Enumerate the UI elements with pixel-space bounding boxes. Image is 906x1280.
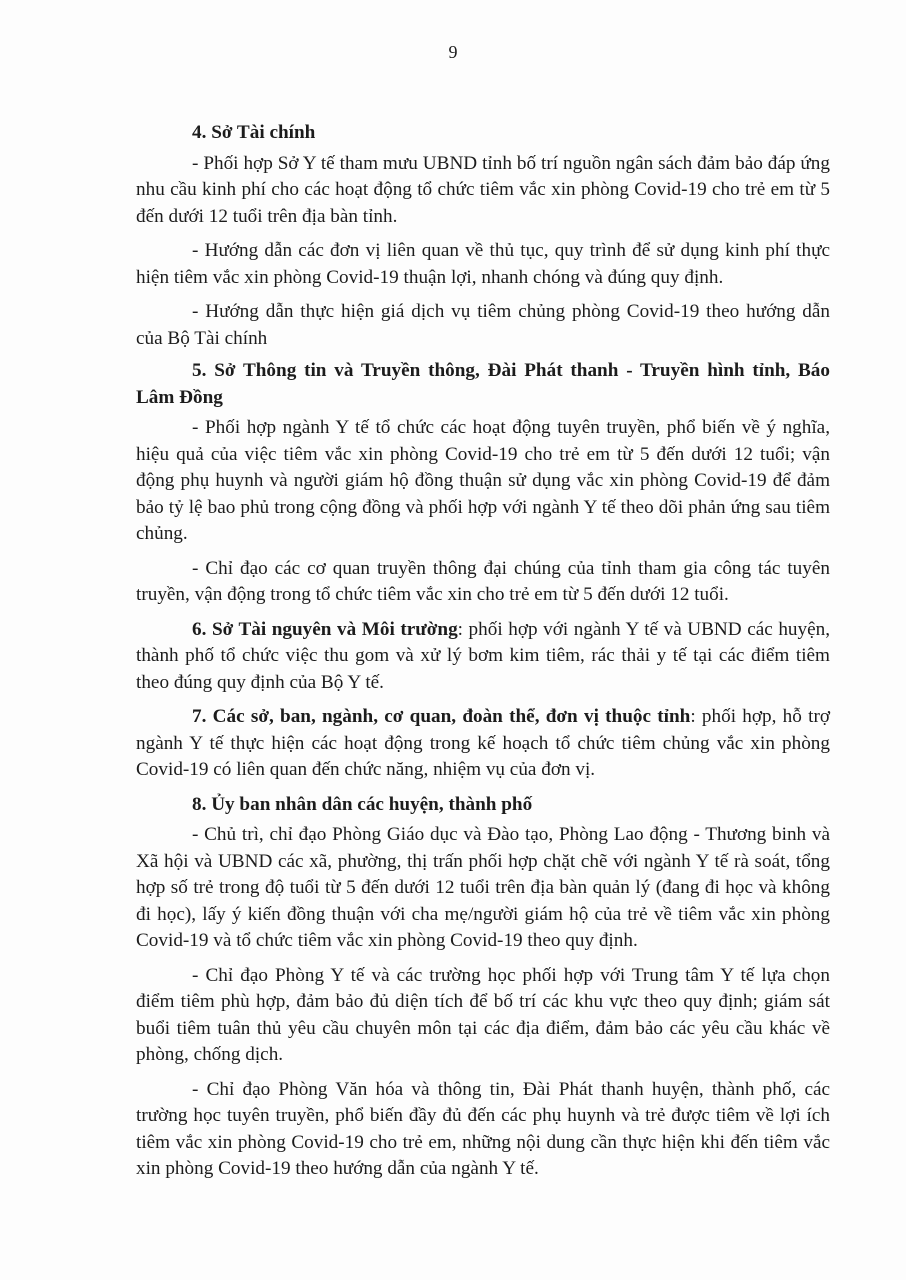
section-8-heading: 8. Ủy ban nhân dân các huyện, thành phố bbox=[192, 793, 533, 815]
section-6-paragraph bbox=[136, 617, 830, 697]
section-7-lead: 7. Các sở, ban, ngành, cơ quan, đoàn thể, đơn vị thuộc tỉnh bbox=[192, 706, 691, 727]
page-number: 9 bbox=[448, 42, 458, 62]
section-4-paragraph-1: - Phối hợp Sở Y tế tham mưu UBND tỉnh bố trí nguồn ngân sách đảm bảo đáp ứng nhu cầu kinh phí cho các hoạt động tổ chức tiêm vắc xin phòng Covid-19 cho trẻ em từ 5 đến dưới 12 tuổi trên địa bàn tỉnh. bbox=[136, 152, 830, 227]
section-5-paragraph-1: - Phối hợp ngành Y tế tổ chức các hoạt động tuyên truyền, phổ biến về ý nghĩa, hiệu quả của việc tiêm vắc xin phòng Covid-19 cho trẻ em từ 5 đến dưới 12 tuổi; vận động phụ huynh và người giám hộ đồng thuận sử dụng vắc xin phòng Covid-19 để đảm bảo tỷ lệ bao phủ trong cộng đồng và phối hợp với ngành Y tế theo dõi phản ứng sau tiêm chủng. bbox=[136, 417, 830, 544]
section-6-text: : phối hợp với ngành Y tế và UBND các huyện, thành phố tổ chức việc thu gom và xử lý bơm kim tiêm, rác thải y tế tại các điểm tiêm theo đúng quy định của Bộ Y tế. bbox=[136, 618, 831, 693]
section-4-heading: 4. Sở Tài chính bbox=[192, 122, 316, 143]
section-8-paragraph-2: - Chỉ đạo Phòng Y tế và các trường học phối hợp với Trung tâm Y tế lựa chọn điểm tiêm phù hợp, đảm bảo đủ diện tích để bố trí các khu vực theo quy định; giám sát buổi tiêm tuân thủ yêu cầu chuyên môn tại các địa điểm, đảm bảo các yêu cầu khác về phòng, chống dịch. bbox=[136, 964, 830, 1065]
section-8-paragraph-1: - Chủ trì, chỉ đạo Phòng Giáo dục và Đào tạo, Phòng Lao động - Thương binh và Xã hội và UBND các xã, phường, thị trấn phối hợp chặt chẽ với ngành Y tế rà soát, tổng hợp số trẻ trong độ tuổi từ 5 đến dưới 12 tuổi trên địa bàn quản lý (đang đi học và không đi học), lấy ý kiến đồng thuận với cha mẹ/người giám hộ của trẻ về tiêm vắc xin phòng Covid-19 và tổ chức tiêm vắc xin phòng Covid-19 theo quy định. bbox=[136, 824, 830, 951]
section-4-paragraph-2: - Hướng dẫn các đơn vị liên quan về thủ tục, quy trình để sử dụng kinh phí thực hiện tiêm vắc xin phòng Covid-19 thuận lợi, nhanh chóng và đúng quy định. bbox=[136, 240, 830, 288]
section-7-text: : phối hợp, hỗ trợ ngành Y tế thực hiện các hoạt động trong kế hoạch tổ chức tiêm chủng vắc xin phòng Covid-19 có liên quan đến chức năng, nhiệm vụ của đơn vị. bbox=[136, 706, 830, 780]
section-5-paragraph-2: - Chỉ đạo các cơ quan truyền thông đại chúng của tỉnh tham gia công tác tuyên truyền, vận động trong tổ chức tiêm vắc xin cho trẻ em từ 5 đến dưới 12 tuổi. bbox=[136, 557, 830, 605]
document-body bbox=[136, 120, 830, 1191]
section-8-paragraph-3: - Chỉ đạo Phòng Văn hóa và thông tin, Đài Phát thanh huyện, thành phố, các trường học tuyên truyền, phổ biến đầy đủ đến các phụ huynh và trẻ được tiêm về lợi ích tiêm vắc xin phòng Covid-19 cho trẻ em, những nội dung cần thực hiện khi đến tiêm vắc xin phòng Covid-19 theo hướng dẫn của ngành Y tế. bbox=[136, 1078, 830, 1179]
section-5-heading: 5. Sở Thông tin và Truyền thông, Đài Phát thanh - Truyền hình tỉnh, Báo Lâm Đồng bbox=[136, 360, 830, 408]
section-7-paragraph bbox=[136, 704, 830, 784]
section-6-lead: 6. Sở Tài nguyên và Môi trường bbox=[192, 618, 458, 640]
section-4-paragraph-3: - Hướng dẫn thực hiện giá dịch vụ tiêm chủng phòng Covid-19 theo hướng dẫn của Bộ Tài chính bbox=[136, 301, 830, 349]
